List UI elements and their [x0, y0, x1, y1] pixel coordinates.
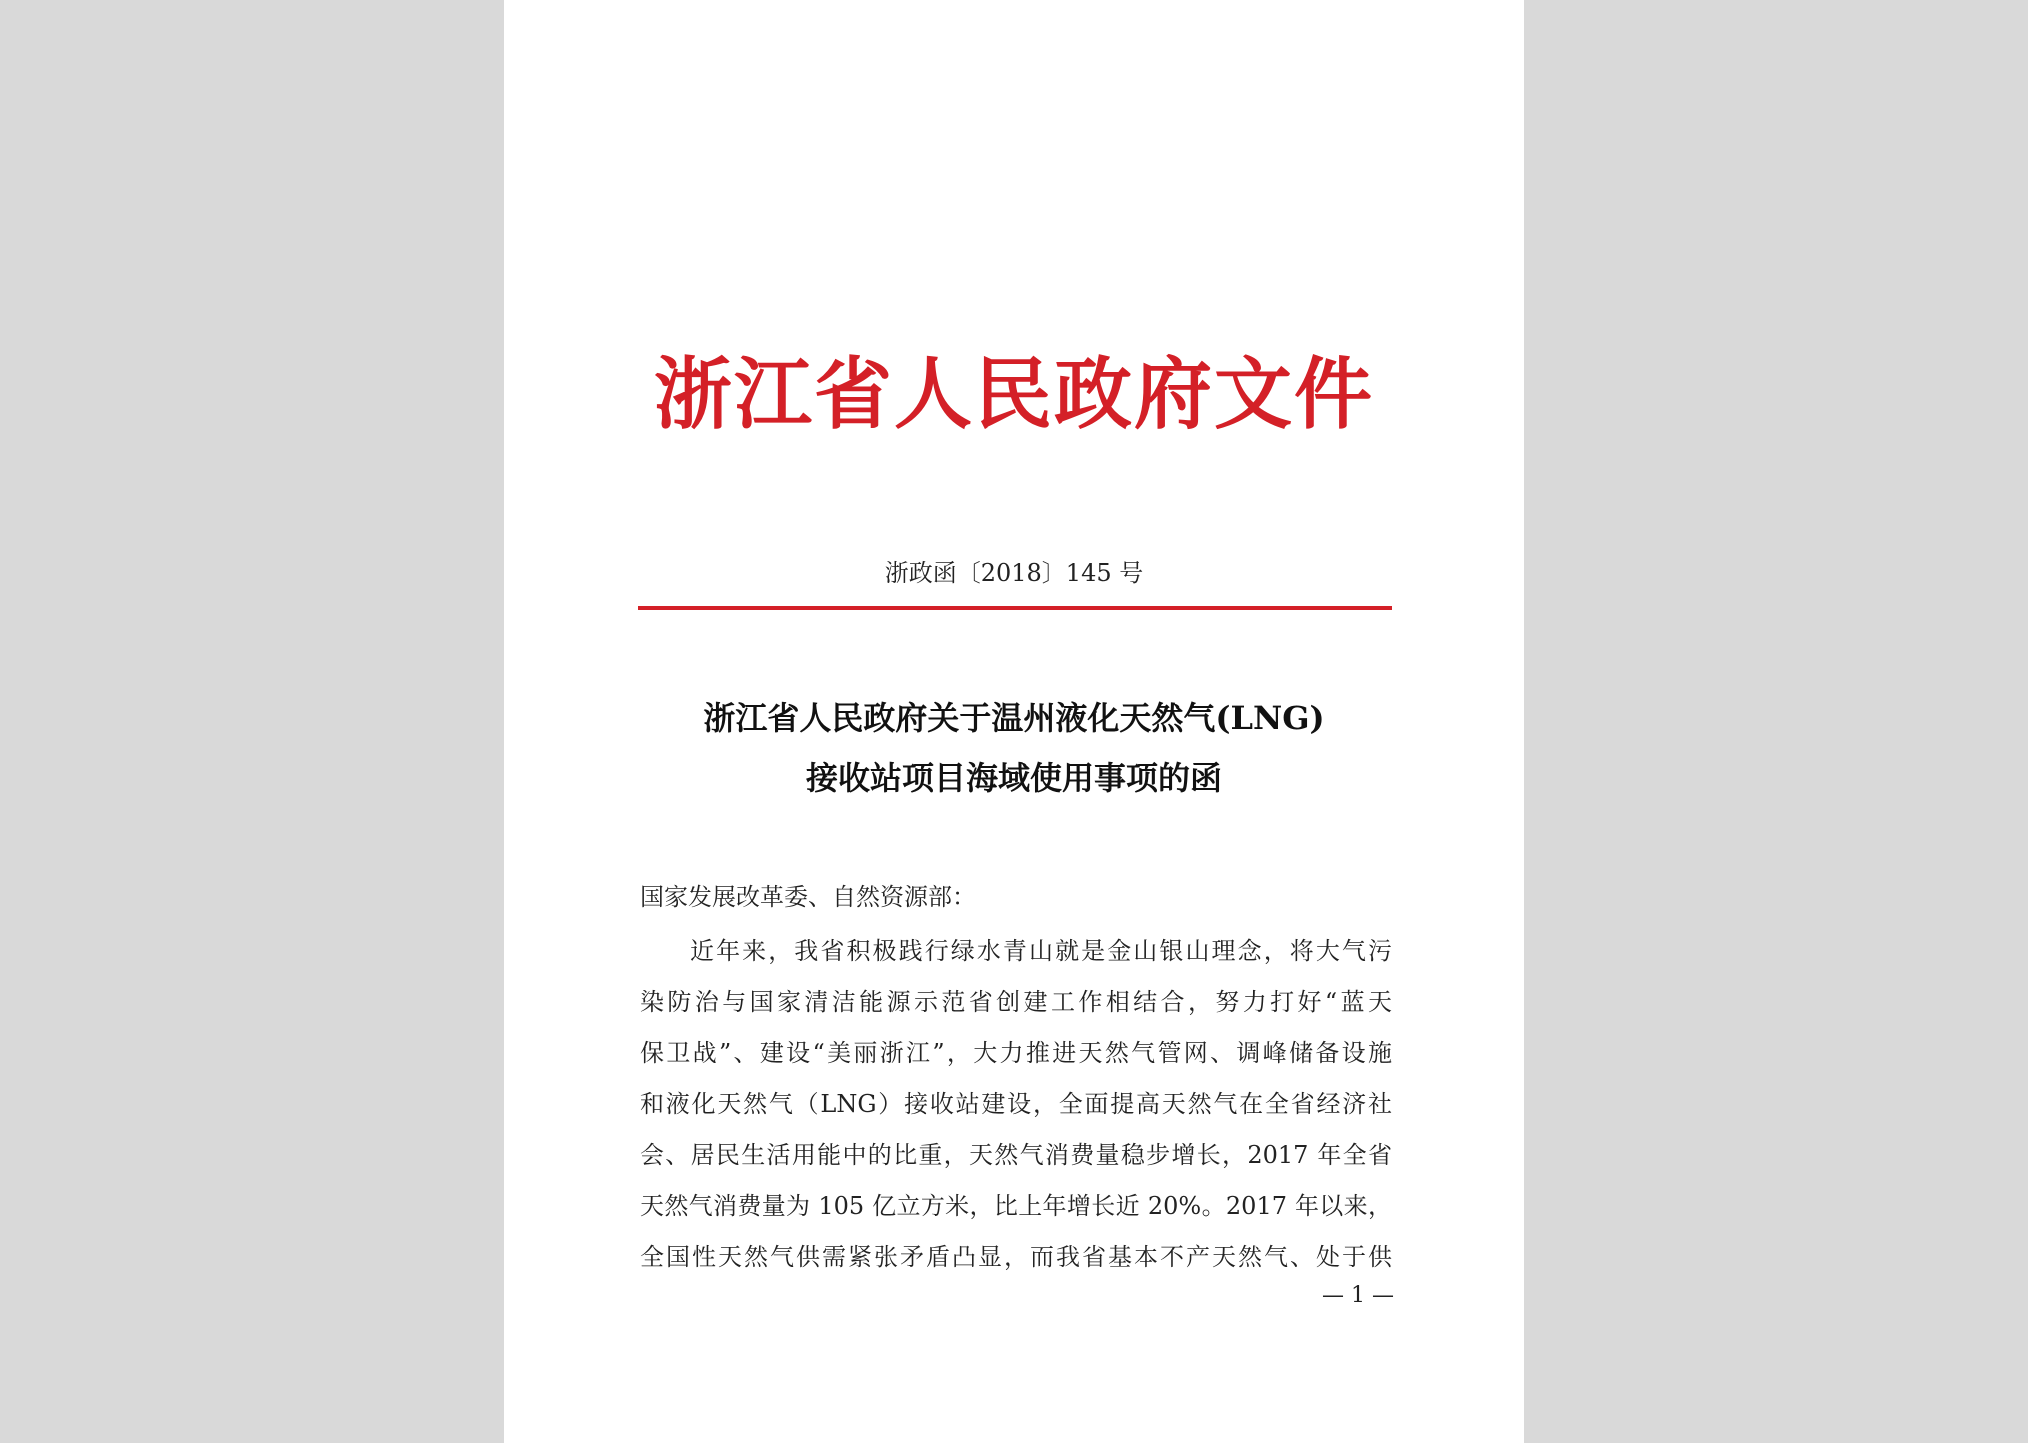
title-line-2: 接收站项目海域使用事项的函 — [805, 759, 1222, 797]
document-number: 浙政函〔2018〕145 号 — [884, 559, 1144, 587]
body-line: 天然气消费量为 105 亿立方米，比上年增长近 20%。2017 年以来， — [640, 1192, 1392, 1220]
body-line: 全国性天然气供需紧张矛盾凸显，而我省基本不产天然气、处于供 — [640, 1243, 1392, 1271]
body-line: 会、居民生活用能中的比重，天然气消费量稳步增长，2017 年全省 — [640, 1141, 1392, 1169]
title-line-1: 浙江省人民政府关于温州液化天然气(LNG) — [703, 699, 1325, 737]
body-line: 染防治与国家清洁能源示范省创建工作相结合，努力打好“蓝天 — [640, 988, 1392, 1016]
red-divider-line — [638, 606, 1392, 610]
body-line: 和液化天然气（LNG）接收站建设，全面提高天然气在全省经济社 — [640, 1090, 1392, 1118]
body-line: 保卫战”、建设“美丽浙江”，大力推进天然气管网、调峰储备设施 — [640, 1039, 1392, 1067]
document-page — [504, 0, 1524, 1443]
page-number: — 1 — — [1322, 1283, 1394, 1308]
document-masthead: 浙江省人民政府文件 — [653, 349, 1374, 440]
body-paragraph — [640, 926, 1392, 1283]
body-line: 近年来，我省积极践行绿水青山就是金山银山理念，将大气污 — [690, 937, 1392, 965]
salutation: 国家发展改革委、自然资源部： — [640, 883, 976, 911]
document-title — [604, 688, 1424, 808]
